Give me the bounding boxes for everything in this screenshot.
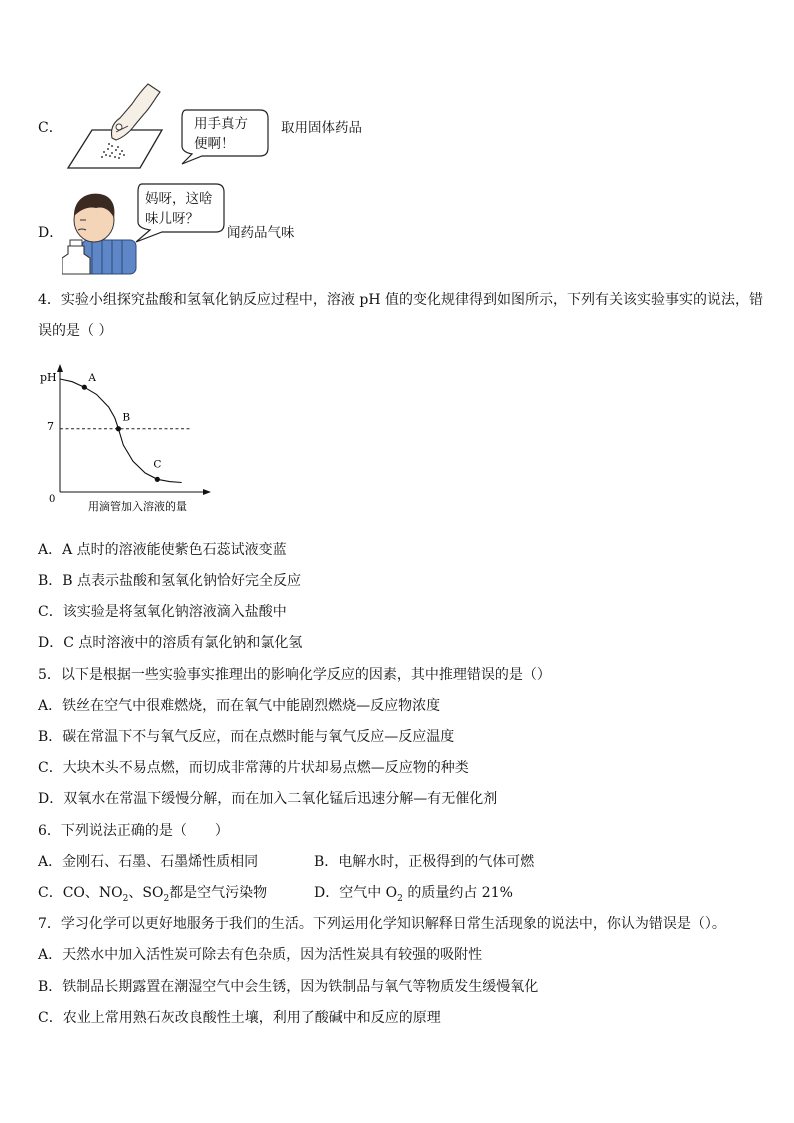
point-b-label: B: [122, 411, 131, 424]
q3-option-c-letter: C．: [38, 120, 63, 136]
y-tick-7: 7: [47, 420, 54, 433]
q4-option-a: A．A 点时的溶液能使紫色石蕊试液变蓝: [38, 542, 287, 558]
boy-smelling-bottle-illustration: [62, 184, 138, 276]
ph-curve-chart: [36, 362, 226, 522]
q6-option-d: D．空气中 $O_2$ 的质量约占 21%: [314, 885, 513, 904]
y-axis-arrow: [57, 364, 63, 372]
bubble-c-line2: 便啊！: [194, 136, 235, 152]
q6-stem: 6．下列说法正确的是（ ）: [38, 823, 229, 839]
x-axis-label: 用滴管加入溶液的量: [88, 500, 187, 513]
q3-option-d-letter: D．: [38, 225, 64, 241]
point-b: [116, 426, 121, 431]
q5-option-a: A．铁丝在空气中很难燃烧，而在氧气中能剧烈燃烧—反应物浓度: [38, 698, 441, 714]
origin-label: 0: [49, 494, 56, 505]
q5-option-d: D．双氧水在常温下缓慢分解，而在加入二氧化锰后迅速分解—有无催化剂: [38, 791, 498, 807]
q6-option-c: C．CO、$NO_2$、$SO_2$都是空气污染物: [38, 885, 268, 904]
q4-stem-line1: 4．实验小组探究盐酸和氢氧化钠反应过程中，溶液 pH 值的变化规律得到如图所示，下列有关该实验事实的说法，错: [38, 292, 763, 308]
q4-option-b: B．B 点表示盐酸和氢氧化钠恰好完全反应: [38, 573, 302, 589]
q7-option-c: C．农业上常用熟石灰改良酸性土壤，利用了酸碱中和反应的原理: [38, 1010, 441, 1026]
bubble-d-line1: 妈呀，这啥: [145, 191, 213, 207]
x-axis-arrow: [203, 489, 211, 495]
point-c: [155, 477, 160, 482]
hand-sprinkling-solid-illustration: [62, 82, 172, 174]
point-a: [82, 385, 87, 390]
q5-option-c: C．大块木头不易点燃，而切成非常薄的片状却易点燃—反应物的种类: [38, 760, 469, 776]
y-axis-label: pH: [40, 371, 57, 384]
q5-stem: 5．以下是根据一些实验事实推理出的影响化学反应的因素，其中推理错误的是（）: [38, 667, 551, 683]
point-a-label: A: [88, 372, 96, 385]
q7-option-b: B．铁制品长期露置在潮湿空气中会生锈，因为铁制品与氧气等物质发生缓慢氧化: [38, 979, 539, 995]
q4-stem-line2: 误的是（ ）: [38, 323, 113, 339]
bubble-c-line1: 用手真方: [194, 116, 248, 132]
point-c-label: C: [153, 458, 162, 471]
q5-option-b: B．碳在常温下不与氧气反应，而在点燃时能与氧气反应—反应温度: [38, 729, 455, 745]
q4-option-c: C．该实验是将氢氧化钠溶液滴入盐酸中: [38, 604, 287, 620]
q7-option-a: A．天然水中加入活性炭可除去有色杂质，因为活性炭具有较强的吸附性: [38, 947, 483, 963]
ph-curve-line: [60, 379, 182, 483]
q7-stem: 7．学习化学可以更好地服务于我们的生活。下列运用化学知识解释日常生活现象的说法中，你认为错误是（）。: [38, 916, 726, 932]
q6-option-b: B．电解水时，正极得到的气体可燃: [314, 854, 535, 870]
q3-option-c-caption: 取用固体药品: [281, 120, 362, 136]
q3-option-d-caption: 闻药品气味: [227, 225, 295, 241]
q4-option-d: D．C 点时溶液中的溶质有氯化钠和氯化氢: [38, 635, 303, 651]
q6-option-a: A．金刚石、石墨、石墨烯性质相同: [38, 854, 259, 870]
bubble-d-line2: 味儿呀？: [145, 211, 199, 227]
